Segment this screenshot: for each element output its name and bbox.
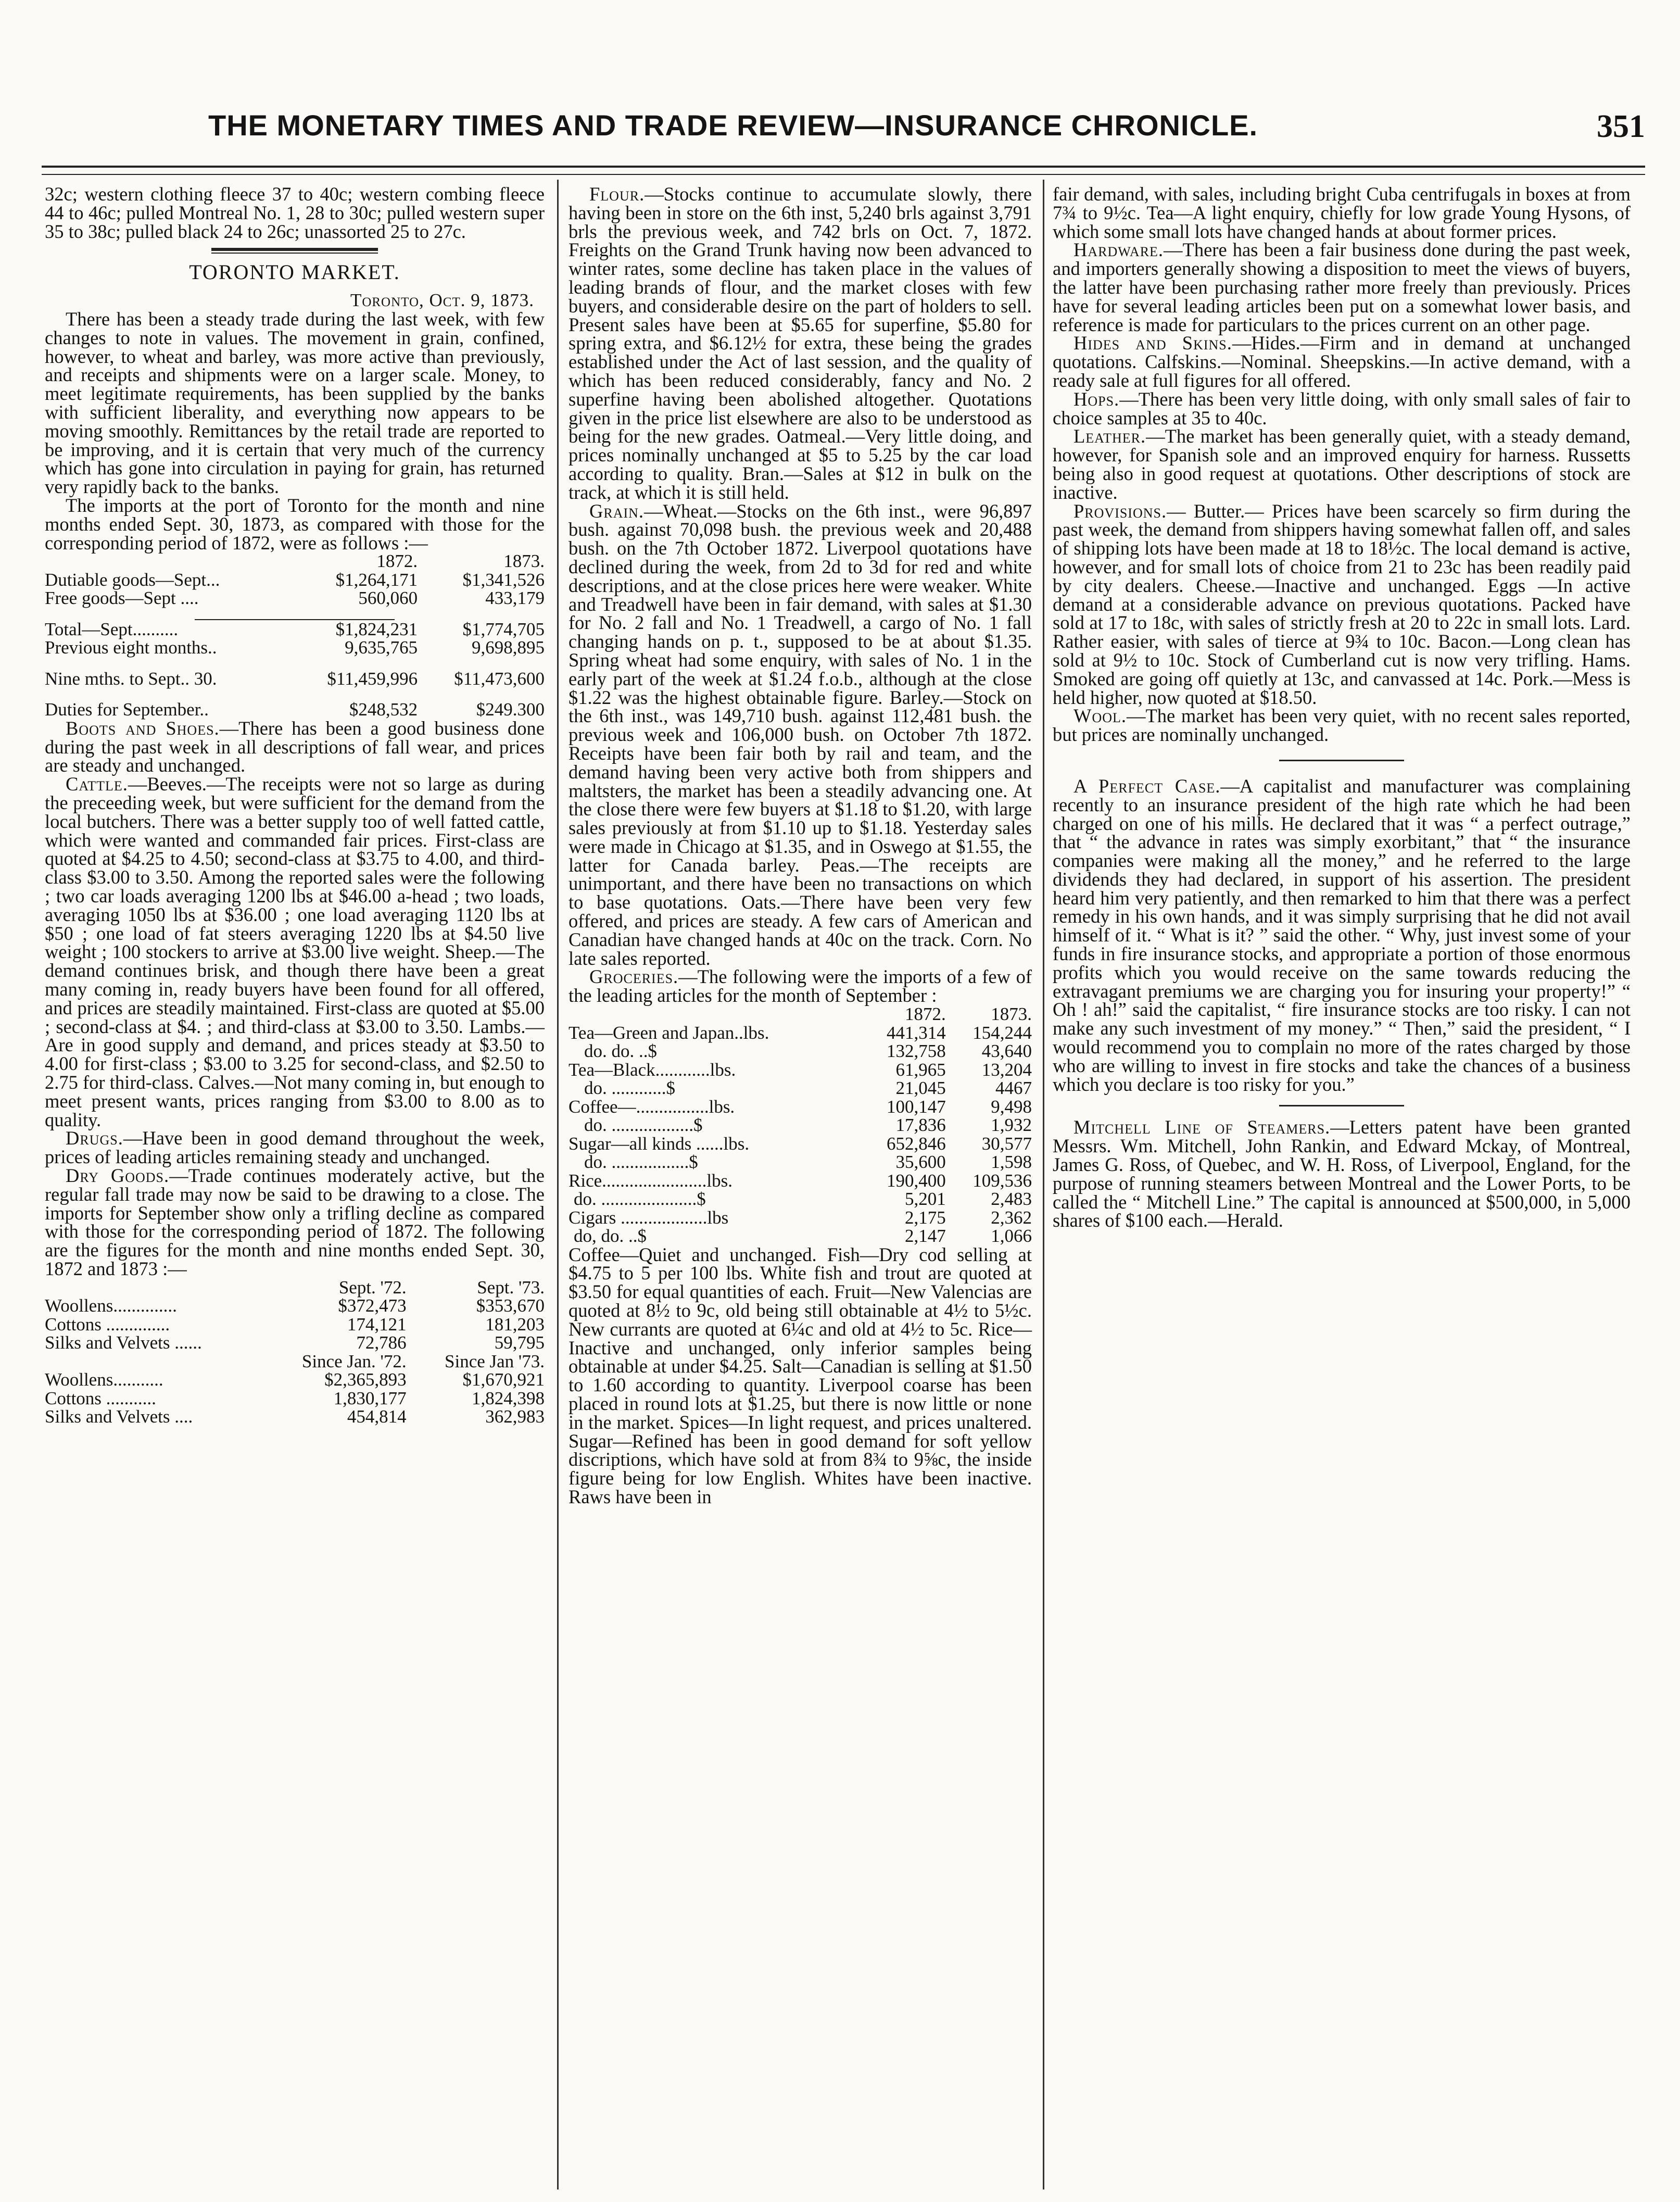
mitchell-line-paragraph: Mitchell Line of Steamers.—Letters patent have been granted Messrs. Wm. Mitchell, John Rankin, and Edward Mckay, of Montreal, James G. Ross, of Quebec, and W. H. Ross, of Liverpool, England, for the purpose of running steamers between Montreal and the Lower Ports, to be called the “ Mitchell Line.” The capital is announced at $500,000, in 5,000 shares of $100 each.—Herald. bbox=[1053, 1116, 1631, 1231]
table-row: do. .....................$ 5,201 2,483 bbox=[574, 1189, 1032, 1210]
table-row: do. ..................$ 17,836 1,932 bbox=[584, 1115, 1032, 1136]
column-3 bbox=[1053, 185, 1631, 1230]
cattle-paragraph: Cattle.—Beeves.—The receipts were not so large as during the preceeding week, but were sufficient for the demand from the local butchers. There was a better supply too of well fatted cattle, which were wanted and commanded fair prices. First-class are quoted at $4.25 to 4.50; second-class at $3.75 to 4.00, and third-class $3.00 to 3.50. Among the reported sales were the following ; two car loads averaging 1200 lbs at $46.00 a-head ; two loads, averaging 1050 lbs at $36.00 ; one load averaging 1120 lbs at $50 ; one load of fat steers averaging 1220 lbs at $4.50 live weight ; 100 stockers to arrive at $3.00 live weight. Sheep.—The demand continues brisk, and though there have been a great many coming in, ready buyers have been found for all offered, and prices are steadily maintained. First-class are quoted at $5.00 ; second-class at $4. ; and third-class at $3.00 to 3.50. Lambs.—Are in good supply and demand, and prices steady at $3.50 to 4.00 for first-class ; $3.00 to 3.25 for second-class, and $2.50 to 2.75 for third-class. Calves.—Not many coming in, but enough to meet present wants, prices ranging from $3.00 to 8.00 as to quality. bbox=[45, 773, 545, 1130]
header-rule-bottom bbox=[42, 174, 1645, 175]
drugs-paragraph: Drugs.—Have been in good demand throughout the week, prices of leading articles remaining steady and unchanged. bbox=[45, 1127, 545, 1168]
table-row: Sugar—all kinds ......lbs. 652,846 30,577 bbox=[569, 1133, 1032, 1154]
page-number: 351 bbox=[1597, 109, 1645, 144]
groceries-table bbox=[569, 1005, 1032, 1245]
grain-paragraph: Grain.—Wheat.—Stocks on the 6th inst., were 96,897 bush. against 70,098 bush. the previous week and 20,488 bush. on the 7th October 1872. Liverpool quotations have declined during the week, from 2d to 3d for red and white descriptions, and at the close prices here were weaker. White and Treadwell have been in fair demand, with sales at $1.30 for No. 2 fall and No. 1 Treadwell, a cargo of No. 1 fall changing hands on p. t., supposed to be at about $1.35. Spring wheat had some enquiry, with sales of No. 1 in the early part of the week at $1.24 f.o.b., although at the close $1.22 was the highest obtainable figure. Barley.—Stock on the 6th inst., was 149,710 bush. against 112,481 bush. the previous week and 106,000 bush. on October 7th 1872. Receipts have been fair both by rail and team, and the demand having been very active both from shippers and maltsters, the market has been a steadily advancing one. At the close there were few buyers at $1.18 to $1.20, with large sales previously at from $1.10 up to $1.18. Yesterday sales were made in Chicago at $1.35, and in Oswego at $1.55, the latter for Canada barley. Peas.—The receipts are unimportant, and there have been no transactions on which to base quotations. Oats.—There have been very few offered, and prices are steady. A few cars of American and Canadian have changed hands at 40c on the track. Corn. No late sales reported. bbox=[569, 500, 1032, 969]
table-row: Cigars ...................lbs 2,175 2,362 bbox=[569, 1207, 1032, 1228]
coffee-fish-fruit-paragraph: Coffee—Quiet and unchanged. Fish—Dry cod selling at $4.75 to 5 per 100 lbs. White fish and trout are quoted at $3.50 for equal quantities of each. Fruit—New Valencias are quoted at 8½ to 9c, old being still obtainable at 4½ to 5½c. New currants are quoted at 6¼c and old at 4½ to 5c. Rice—Inactive and unchanged, only inferior samples being obtainable at under $4.25. Salt—Canadian is selling at $1.50 to 1.60 according to quantity. Liverpool coarse has been placed in round lots at $1.25, but there is now little or none in the market. Spices—In light request, and prices unaltered. Sugar—Refined has been in good demand for soft yellow discriptions, which have sold at from 8¾ to 9⅝c, the inside figure being for low English. Whites have been inactive. Raws have been in bbox=[569, 1243, 1032, 1507]
imports-header-1873: 1873. bbox=[503, 551, 545, 572]
column-divider-2 bbox=[1043, 180, 1044, 2190]
sugar-tea-continued-paragraph: fair demand, with sales, including bright Cuba centrifugals in boxes at from 7¾ to 9½c. Tea—A light enquiry, chiefly for low grade Young Hysons, of which some small lots have changed hands at about former prices. bbox=[1053, 183, 1631, 242]
masthead-title: THE MONETARY TIMES AND TRADE REVIEW—INSURANCE CHRONICLE. bbox=[208, 109, 1258, 142]
table-row: do. do. ..$ 132,758 43,640 bbox=[584, 1041, 1032, 1062]
dry-goods-paragraph: Dry Goods.—Trade continues moderately active, but the regular fall trade may now be said to be drawing to a close. The imports for September show only a trifling decline as compared with those for the corresponding period of 1872. The following are the figures for the month and nine months ended Sept. 30, 1872 and 1873 :— bbox=[45, 1164, 545, 1279]
table-row: Rice.......................lbs. 190,400 109,536 bbox=[569, 1170, 1032, 1191]
section-separator bbox=[1279, 1105, 1404, 1106]
section-separator bbox=[211, 248, 378, 254]
section-separator bbox=[1279, 760, 1404, 761]
page-header bbox=[42, 108, 1645, 166]
imports-header-1872: 1872. bbox=[376, 551, 418, 572]
toronto-market-heading: TORONTO MARKET. bbox=[189, 260, 400, 284]
flour-paragraph: Flour.—Stocks continue to accumulate slowly, there having been in store on the 6th inst, 5,240 brls against 3,791 brls the previous week, and 742 brls on Oct. 7, 1872. Freights on the Grand Trunk having now been advanced to winter rates, some decline has taken place in the values of leading brands of flour, and the market closes with few buyers, and considerable desire on the part of holders to sell. Present sales have been at $5.65 for superfine, $5.80 for spring extra, and $6.12½ for extra, these being the grades established under the Act of last session, and the quality of which has been reduced considerably, fancy and No. 2 superfine having been abolished altogether. Quotations given in the price list elsewhere are also to be understood as being for the new grades. Oatmeal.—Very little doing, and prices nominally unchanged at $5 to 5.25 by the car load according to quality. Bran.—Sales at $12 in bulk on the track, at which it is still held. bbox=[569, 183, 1032, 503]
table-row: Woollens.............. $372,473 $353,670 bbox=[45, 1295, 545, 1316]
table-row: Coffee—................lbs. 100,147 9,498 bbox=[569, 1096, 1032, 1117]
header-rule-top bbox=[42, 166, 1645, 168]
wool-paragraph: Wool.—The market has been very quiet, with no recent sales reported, but prices are nominally unchanged. bbox=[1053, 705, 1631, 746]
column-1 bbox=[45, 185, 545, 1426]
dry-header-since-jan72: Since Jan. '72. bbox=[301, 1351, 407, 1371]
hops-paragraph: Hops.—There has been very little doing, with only small sales of fair to choice samples at 35 to 40c. bbox=[1053, 388, 1631, 429]
groceries-paragraph: Groceries.—The following were the imports of a few of the leading articles for the month of September : bbox=[569, 966, 1032, 1006]
table-row: Total—Sept.......... $1,824,231 $1,774,705 bbox=[45, 619, 545, 639]
table-row: do. .................$ 35,600 1,598 bbox=[584, 1152, 1032, 1173]
table-row: Previous eight months.. 9,635,765 9,698,895 bbox=[45, 637, 545, 658]
table-row: do, do. ..$ 2,147 1,066 bbox=[574, 1226, 1032, 1247]
dry-header-sept72: Sept. '72. bbox=[338, 1277, 407, 1298]
imports-table bbox=[45, 552, 545, 719]
dateline: Toronto, Oct. 9, 1873. bbox=[350, 290, 534, 311]
perfect-case-paragraph: A Perfect Case.—A capitalist and manufacturer was complaining recently to an insurance president of the high rate which he had been charged on one of his mills. He declared that it was “ a perfect outrage,” that “ the advance in rates was simply exorbitant,” that “ the insurance companies were making all the money,” and he referred to the large dividends they had declared, in support of his assertion. The president heard him very patiently, and then remarked to him that there was a perfect remedy in his own hands, and it was simply surprising that he did not avail himself of it. “ What is it? ” said the other. “ Why, just invest some of your funds in fire insurance stocks, and appropriate a portion of those enormous profits which you would receive on the same towards reducing the extravagant premiums we are charging you for insuring your property!” “ Oh ! ah!” said the capitalist, “ fire insurance stocks are too risky. I can not make any such investment of my money.” “ Then,” said the president, “ I would recommend you to complain no more of the rates charged by those who are willing to invest in fire stocks and take the chances of a business which you declare is too risky for you.” bbox=[1053, 775, 1631, 1095]
groceries-header-1873: 1873. bbox=[991, 1004, 1032, 1025]
dry-header-sept73: Sept. '73. bbox=[477, 1277, 545, 1298]
table-row: Nine mths. to Sept.. 30. $11,459,996 $11,473,600 bbox=[45, 668, 545, 689]
table-row: Cottons .............. 174,121 181,203 bbox=[45, 1314, 545, 1335]
table-row: Silks and Velvets .... 454,814 362,983 bbox=[45, 1406, 545, 1427]
table-row: do. ............$ 21,045 4467 bbox=[584, 1078, 1032, 1099]
column-divider-1 bbox=[557, 180, 559, 2190]
boots-and-shoes-paragraph: Boots and Shoes.—There has been a good business done during the past week in all descriptions of fall wear, and prices are steady and unchanged. bbox=[45, 717, 545, 776]
table-row: Duties for September.. $248,532 $249.300 bbox=[45, 699, 545, 720]
table-row: Tea—Green and Japan..lbs. 441,314 154,244 bbox=[569, 1022, 1032, 1043]
hardware-paragraph: Hardware.—There has been a fair business done during the past week, and importers generally showing a disposition to meet the views of buyers, the latter have been purchasing rather more freely than previously. Prices have for several leading articles been put on a somewhat lower basis, and reference is made for particulars to the prices current on an other page. bbox=[1053, 239, 1631, 335]
imports-intro-paragraph: The imports at the port of Toronto for the month and nine months ended Sept. 30, 1873, as compared with those for the corresponding period of 1872, were as follows :— bbox=[45, 494, 545, 553]
market-overview-paragraph: There has been a steady trade during the last week, with few changes to note in values. The movement in grain, confined, however, to wheat and barley, was more active than previously, and receipts and shipments were on a larger scale. Money, to meet legitimate requirements, has been supplied by the banks with sufficient liberality, and everything now appears to be moving smoothly. Remittances by the retail trade are reported to be improving, and it is certain that very much of the currency which has gone into circulation in paying for grain, has returned very rapidly back to the banks. bbox=[45, 308, 545, 498]
wool-continued-text: 32c; western clothing fleece 37 to 40c; western combing fleece 44 to 46c; pulled Montreal No. 1, 28 to 30c; pulled western super 35 to 38c; pulled black 24 to 26c; unassorted 25 to 27c. bbox=[45, 183, 545, 242]
groceries-header-1872: 1872. bbox=[905, 1004, 946, 1025]
table-row: Silks and Velvets ...... 72,786 59,795 bbox=[45, 1332, 545, 1353]
leather-paragraph: Leather.—The market has been generally quiet, with a steady demand, however, for Spanish sole and an improved enquiry for harness. Russetts being also in good request at quotations. Other descriptions of stock are inactive. bbox=[1053, 425, 1631, 503]
dry-goods-table bbox=[45, 1278, 545, 1426]
hides-and-skins-paragraph: Hides and Skins.—Hides.—Firm and in demand at unchanged quotations. Calfskins.—Nominal. Sheepskins.—In active demand, with a ready sale at full figures for all offered. bbox=[1053, 332, 1631, 391]
table-row: Dutiable goods—Sept... $1,264,171 $1,341,526 bbox=[45, 569, 545, 590]
table-row: Free goods—Sept .... 560,060 433,179 bbox=[45, 588, 545, 609]
table-row: Woollens........... $2,365,893 $1,670,921 bbox=[45, 1369, 545, 1390]
column-2 bbox=[569, 185, 1032, 1506]
table-row: Cottons ........... 1,830,177 1,824,398 bbox=[45, 1388, 545, 1408]
provisions-paragraph: Provisions.— Butter.— Prices have been scarcely so firm during the past week, the demand from shippers having somewhat fallen off, and sales of shipping lots have been made at 18 to 18½c. The local demand is active, however, and for small lots of choice from 21 to 23c has been readily paid by city dealers. Cheese.—Inactive and unchanged. Eggs —In active demand at a considerable advance on previous quotations. Packed have sold at 17 to 18c, with sales of strictly fresh at 20 to 22c in small lots. Lard. Rather easier, with sales of tierce at 9¾ to 10c. Bacon.—Long clean has sold at 9½ to 10c. Stock of Cumberland cut is now very trifling. Hams. Smoked are going off quietly at 13c, and canvassed at 14c. Pork.—Mess is held higher, now quoted at $18.50. bbox=[1053, 500, 1631, 708]
table-row: Tea—Black............lbs. 61,965 13,204 bbox=[569, 1059, 1032, 1080]
dry-header-since-jan73: Since Jan '73. bbox=[445, 1351, 545, 1371]
